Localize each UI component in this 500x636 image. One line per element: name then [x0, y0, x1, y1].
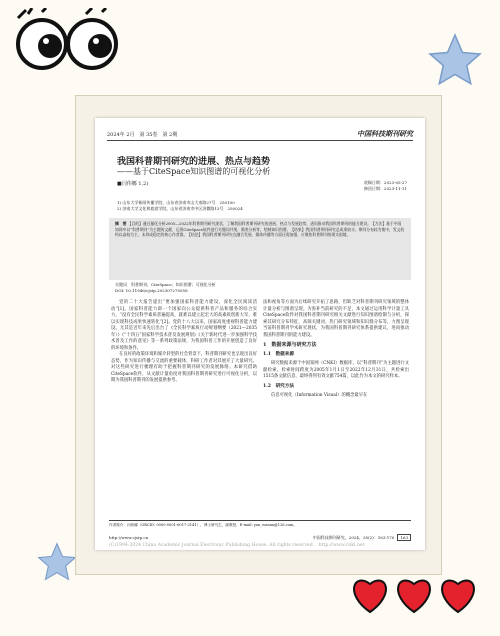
citation-info [313, 535, 411, 541]
page-footer [109, 535, 411, 540]
issue-info: 2024年 2月 第 35卷 第 2期 [107, 132, 178, 138]
affiliation-2: 2) 济南大学文化和旅游学院，山东省济南市中区济微路13号 250024 [117, 206, 243, 211]
copyright-watermark: (C)1994-2024 China Academic Journal Electronic Publishing House. All rights reserved. http://www.cnki.net [109, 543, 365, 548]
article-subtitle: ——基于CiteSpace知识图谱的可视化分析 [117, 167, 271, 176]
abstract-text: 【目的】通过量化分析2005—2022年科普期刊研究现状，了解我国科普期刊研究的进展、热点与发展趋势，进而推动我国科普期刊的能力建设。【方法】基于中国知网中以“科普期刊”为主题的文献，运用CiteSpace软件进行关键词共现、聚类分析等，绘制知识图谱。【结果】我国科普期刊研究总成果较丰，期刊分布较为集中，发文机构以高校为主，未形成稳定的核心作者群。【结论】我国科普期刊研究在融合发展、媒体传播等方面还需加强，应聚焦科普期刊的现实困境。 [115, 221, 405, 238]
running-header [107, 126, 413, 141]
received-dates [364, 180, 407, 192]
footnote: 作者简介：闫伟娜（ORCID: 0000-0001-6017-2141），博士研究生，副教授，E-mail: yan_wanna@126.com。 [109, 520, 411, 528]
keywords: 关键词 科普期刊；CiteSpace；知识图谱；可视化分析 [115, 282, 216, 287]
citation: 中国科技期刊研究，2024，35(2)：163-170 [312, 535, 395, 540]
article-title: 我国科普期刊研究的进展、热点与趋势 [117, 157, 271, 167]
section-heading: 1 数据来源与研究方法 [263, 342, 317, 348]
star-icon [35, 540, 79, 584]
paragraph: 党的二十大报告提出“要加强国家科普能力建设，深化全民阅读活动”[1]。国家科普能力即一个国家向公众提供科普产品和服务的综合实力，“没有全民科学素质普遍提高，就难以建立起宏大的高素质创新大军，难以实现科技成果快速转化”[2]。党的十八大以来，国家高度重视科普能力建设。尤其是近年来先后出台了《全民科学素质行动规划纲要（2021—2035年）》《“十四五”国家科学技术普及发展规划》《关于新时代进一步加强科学技术普及工作的意见》等一系列政策法规，为我国科普工作的开展创造了良好的环境和条件。 [111, 300, 257, 351]
journal-url[interactable]: http://www.cjstp.cn [109, 535, 149, 540]
journal-logo: 中国科技期刊研究 [357, 129, 413, 138]
star-icon [425, 30, 485, 90]
page-number: 163 [397, 534, 411, 541]
affiliation-1: 1) 山东大学新闻传播学院，山东省济南市山大南路27号 250100 [117, 200, 235, 205]
left-column [111, 300, 257, 385]
abstract-label: 摘 要 [115, 221, 127, 226]
paragraph: 在良好的政策环境和媒介转型的社会背景下，科普期刊研究也呈现出良好态势，作为知识传播与交流的重要载体，科研工作者对其展开了大量研究。对这些研究进行梳理有助于把握科普期刊研究的发展脉络。本研究借助CiteSpace软件，从文献计量角度对我国科普期刊研究进行可视化分析，以期为我国科普期刊的发展提供参考。 [111, 352, 257, 383]
subsection-heading: 1.1 数据来源 [263, 351, 294, 357]
cartoon-eyes-icon [12, 8, 122, 70]
keywords-block [115, 282, 216, 294]
hearts-icon [350, 568, 480, 618]
paragraph: 信息可视化（Information Visual）的概念最早在 [271, 393, 368, 398]
author-line: ■闫伟娜 1,2) [117, 181, 149, 187]
paragraph: 法和视角等方面为后续研究开拓了思路，但缺乏对科普期刊研究领域的整体计量分析与图谱呈现。为弥补当前研究的不足，本文通过运用科学计量工具CiteSpace软件对我国科普期刊研究相关文献进行知识图谱绘制与分析，探索其研究分布特征、高频关键词、热门研究领域和知识群分布等，力图呈现当前科普期刊学术研究现状，为我国科普期刊研究体系提供建议，进而推动我国科普期刊的能力建设。 [263, 300, 409, 338]
revised-date: 修回日期：2023-11-11 [363, 186, 407, 191]
doi: DOI: 10.11946/cjstp.202307270558 [115, 288, 188, 293]
right-column [263, 300, 409, 400]
abstract-box [109, 218, 411, 280]
received-date: 收稿日期：2023-05-27 [363, 180, 407, 185]
affiliations [117, 200, 243, 212]
paragraph: 研究数据来源于中国知网（CNKI）数据库，以“科普期刊”为主题进行文献检索，检索时间跨度为2005年1月1日至2022年12月31日，共检索出1515条文献信息，最终得到有效文献754篇，以此作为本文的研究样本。 [263, 361, 409, 379]
subsection-heading: 1.2 研究方法 [263, 383, 294, 389]
journal-page [95, 118, 425, 550]
